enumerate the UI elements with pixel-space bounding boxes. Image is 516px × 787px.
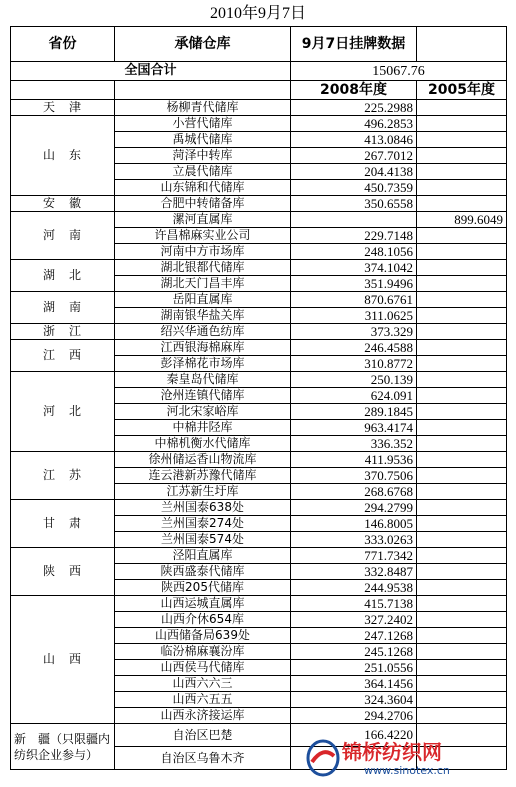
- value-2005-cell: [417, 196, 507, 212]
- warehouse-cell: 陕西205代储库: [115, 580, 291, 596]
- value-2008-cell: 374.1042: [291, 260, 417, 276]
- value-2008-cell: 870.6761: [291, 292, 417, 308]
- value-2008-cell: 373.329: [291, 324, 417, 340]
- year-2005-header: 2005年度: [417, 81, 507, 100]
- value-2005-cell: [417, 324, 507, 340]
- value-2005-cell: [417, 500, 507, 516]
- province-cell: 天 津: [11, 100, 115, 116]
- value-2005-cell: [417, 468, 507, 484]
- total-value: 15067.76: [291, 62, 507, 81]
- value-2008-cell: 364.1456: [291, 676, 417, 692]
- value-2008-cell: 247.1268: [291, 628, 417, 644]
- value-2008-cell: 246.4588: [291, 340, 417, 356]
- value-2008-cell: 413.0846: [291, 132, 417, 148]
- warehouse-cell: 兰州国泰274处: [115, 516, 291, 532]
- year-header-row: [11, 81, 507, 100]
- value-2005-cell: [417, 308, 507, 324]
- province-cell: 山 西: [11, 596, 115, 724]
- table-row: [11, 500, 507, 516]
- value-2008-cell: 311.0625: [291, 308, 417, 324]
- warehouse-cell: 秦皇岛代储库: [115, 372, 291, 388]
- province-cell: 浙 江: [11, 324, 115, 340]
- warehouse-cell: 自治区乌鲁木齐: [115, 747, 291, 770]
- value-2008-cell: 294.2706: [291, 708, 417, 724]
- value-2008-cell: 327.2402: [291, 612, 417, 628]
- value-2005-cell: [417, 692, 507, 708]
- watermark-brand: 锦桥纺织网: [342, 740, 442, 764]
- value-2008-cell: 245.1268: [291, 644, 417, 660]
- value-2005-cell: [417, 452, 507, 468]
- page-title: 2010年9月7日: [209, 5, 306, 22]
- warehouse-cell: 立晨代储库: [115, 164, 291, 180]
- value-2005-cell: [417, 340, 507, 356]
- listing-table: [10, 26, 507, 770]
- table-row: [11, 116, 507, 132]
- value-2005-cell: [417, 436, 507, 452]
- province-cell: 山 东: [11, 116, 115, 196]
- brand-logo-icon: [306, 738, 340, 778]
- value-2008-cell: 771.7342: [291, 548, 417, 564]
- value-2005-cell: [417, 676, 507, 692]
- value-2005-cell: [417, 596, 507, 612]
- value-2005-cell: [417, 644, 507, 660]
- value-2008-cell: 351.9496: [291, 276, 417, 292]
- warehouse-cell: 陕西盛泰代储库: [115, 564, 291, 580]
- value-2008-cell: 250.139: [291, 372, 417, 388]
- warehouse-cell: 山东锦和代储库: [115, 180, 291, 196]
- warehouse-cell: 连云港新苏豫代储库: [115, 468, 291, 484]
- value-2005-cell: [417, 244, 507, 260]
- table-row: [11, 100, 507, 116]
- value-2005-cell: [417, 388, 507, 404]
- value-2005-cell: [417, 612, 507, 628]
- value-2005-cell: [417, 532, 507, 548]
- value-2008-cell: 324.3604: [291, 692, 417, 708]
- warehouse-cell: 临汾棉麻襄汾库: [115, 644, 291, 660]
- warehouse-cell: 江苏新生圩库: [115, 484, 291, 500]
- header-warehouse: 承储仓库: [115, 27, 291, 62]
- warehouse-cell: 河南中方市场库: [115, 244, 291, 260]
- value-2008-cell: 496.2853: [291, 116, 417, 132]
- value-2008-cell: 624.091: [291, 388, 417, 404]
- value-2005-cell: [417, 404, 507, 420]
- value-2008-cell: 225.2988: [291, 100, 417, 116]
- province-cell: 江 西: [11, 340, 115, 372]
- value-2008-cell: 415.7138: [291, 596, 417, 612]
- value-2005-cell: [417, 356, 507, 372]
- warehouse-cell: 漯河直属库: [115, 212, 291, 228]
- value-2005-cell: [417, 580, 507, 596]
- value-2005-cell: [417, 116, 507, 132]
- value-2005-cell: [417, 276, 507, 292]
- value-2008-cell: 248.1056: [291, 244, 417, 260]
- total-row: [11, 62, 507, 81]
- value-2008-cell: 204.4138: [291, 164, 417, 180]
- value-2005-cell: [417, 548, 507, 564]
- table-row: [11, 452, 507, 468]
- value-2005-cell: [417, 564, 507, 580]
- table-row: [11, 212, 507, 228]
- value-2005-cell: [417, 260, 507, 276]
- warehouse-cell: 湖南银华盐关库: [115, 308, 291, 324]
- value-2005-cell: [417, 228, 507, 244]
- value-2005-cell: [417, 516, 507, 532]
- table-row: [11, 548, 507, 564]
- table-row: [11, 260, 507, 276]
- value-2005-cell: [417, 420, 507, 436]
- warehouse-cell: 菏泽中转库: [115, 148, 291, 164]
- value-2005-cell: [417, 164, 507, 180]
- value-2008-cell: 333.0263: [291, 532, 417, 548]
- warehouse-cell: 禹城代储库: [115, 132, 291, 148]
- blank-cell: [11, 81, 115, 100]
- value-2008-cell: 332.8487: [291, 564, 417, 580]
- warehouse-cell: 山西运城直属库: [115, 596, 291, 612]
- value-2005-cell: 899.6049: [417, 212, 507, 228]
- watermark-url: www.sinotex.cn: [364, 764, 450, 777]
- warehouse-cell: 徐州储运香山物流库: [115, 452, 291, 468]
- warehouse-cell: 杨柳青代储库: [115, 100, 291, 116]
- value-2008-cell: 268.6768: [291, 484, 417, 500]
- value-2008-cell: 251.0556: [291, 660, 417, 676]
- province-cell: 湖 北: [11, 260, 115, 292]
- value-2008-cell: 229.7148: [291, 228, 417, 244]
- year-2008-header: 2008年度: [291, 81, 417, 100]
- province-cell: 河 北: [11, 372, 115, 452]
- header-blank: [417, 27, 507, 62]
- warehouse-cell: 湖北银都代储库: [115, 260, 291, 276]
- value-2005-cell: [417, 372, 507, 388]
- value-2008-cell: 244.9538: [291, 580, 417, 596]
- warehouse-cell: 泾阳直属库: [115, 548, 291, 564]
- warehouse-cell: 绍兴华通色纺库: [115, 324, 291, 340]
- warehouse-cell: 兰州国泰574处: [115, 532, 291, 548]
- province-cell: 甘 肃: [11, 500, 115, 548]
- warehouse-cell: 中棉机衡水代储库: [115, 436, 291, 452]
- warehouse-cell: 彭泽棉花市场库: [115, 356, 291, 372]
- value-2005-cell: [417, 100, 507, 116]
- value-2008-cell: 310.8772: [291, 356, 417, 372]
- value-2008-cell: 267.7012: [291, 148, 417, 164]
- header-row: [11, 27, 507, 62]
- value-2005-cell: [417, 132, 507, 148]
- province-cell: 湖 南: [11, 292, 115, 324]
- value-2008-cell: 450.7359: [291, 180, 417, 196]
- warehouse-cell: 山西储备局639处: [115, 628, 291, 644]
- value-2008-cell: 350.6558: [291, 196, 417, 212]
- blank-cell: [115, 81, 291, 100]
- table-row: [11, 340, 507, 356]
- warehouse-cell: 山西侯马代储库: [115, 660, 291, 676]
- value-2008-cell: 963.4174: [291, 420, 417, 436]
- province-cell: 安 徽: [11, 196, 115, 212]
- warehouse-cell: 许昌棉麻实业公司: [115, 228, 291, 244]
- value-2008-cell: 370.7506: [291, 468, 417, 484]
- warehouse-cell: 兰州国泰638处: [115, 500, 291, 516]
- warehouse-cell: 河北宋家峪库: [115, 404, 291, 420]
- province-cell: 陕 西: [11, 548, 115, 596]
- header-province: 省份: [11, 27, 115, 62]
- value-2005-cell: [417, 660, 507, 676]
- value-2008-cell: [291, 212, 417, 228]
- province-cell: 河 南: [11, 212, 115, 260]
- value-2008-cell: 289.1845: [291, 404, 417, 420]
- warehouse-cell: 湖北天门昌丰库: [115, 276, 291, 292]
- value-2005-cell: [417, 292, 507, 308]
- table-row: [11, 596, 507, 612]
- value-2005-cell: [417, 628, 507, 644]
- header-listing: 9月7日挂牌数据: [291, 27, 417, 62]
- table-row: [11, 324, 507, 340]
- province-cell: 新 疆（只限疆内纺织企业参与）: [11, 724, 115, 770]
- province-cell: 江 苏: [11, 452, 115, 500]
- value-2008-cell: 166.4220: [291, 724, 417, 747]
- value-2008-cell: 146.8005: [291, 516, 417, 532]
- value-2008-cell: 294.2799: [291, 500, 417, 516]
- value-2005-cell: [417, 180, 507, 196]
- value-2005-cell: [417, 484, 507, 500]
- warehouse-cell: 江西银海棉麻库: [115, 340, 291, 356]
- warehouse-cell: 山西六六三: [115, 676, 291, 692]
- warehouse-cell: 中棉井陉库: [115, 420, 291, 436]
- warehouse-cell: 山西六五五: [115, 692, 291, 708]
- total-label: 全国合计: [11, 62, 291, 81]
- warehouse-cell: 沧州连镇代储库: [115, 388, 291, 404]
- value-2005-cell: [417, 708, 507, 724]
- warehouse-cell: 岳阳直属库: [115, 292, 291, 308]
- warehouse-cell: 山西介休654库: [115, 612, 291, 628]
- warehouse-cell: 山西永济接运库: [115, 708, 291, 724]
- warehouse-cell: 自治区巴楚: [115, 724, 291, 747]
- warehouse-cell: 小营代储库: [115, 116, 291, 132]
- value-2005-cell: [417, 148, 507, 164]
- value-2008-cell: 336.352: [291, 436, 417, 452]
- table-row: [11, 292, 507, 308]
- table-row: [11, 196, 507, 212]
- warehouse-cell: 合肥中转储备库: [115, 196, 291, 212]
- value-2008-cell: 411.9536: [291, 452, 417, 468]
- table-row: [11, 372, 507, 388]
